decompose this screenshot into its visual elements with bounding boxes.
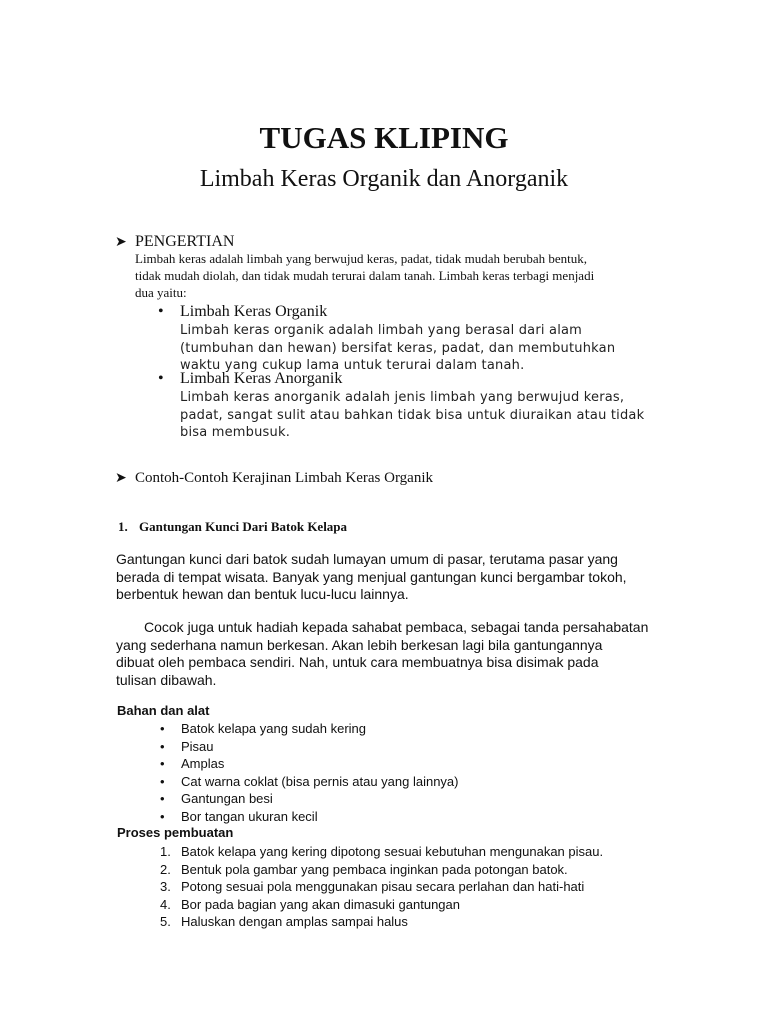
document-subtitle: Limbah Keras Organik dan Anorganik xyxy=(199,166,569,192)
list-item xyxy=(160,790,458,808)
type-desc-line: bisa membusuk. xyxy=(180,425,291,440)
list-item-text: Pisau xyxy=(181,738,214,754)
arrow-bullet-icon: ➤ xyxy=(115,471,127,486)
list-item: 4. Bor pada bagian yang akan dimasuki gantungan xyxy=(160,896,460,912)
item1-title: Gantungan Kunci Dari Batok Kelapa xyxy=(139,519,348,534)
list-item-text: Batok kelapa yang kering dipotong sesuai kebutuhan mengunakan pisau. xyxy=(181,844,604,859)
type-desc-line: Limbah keras organik adalah limbah yang berasal dari alam xyxy=(180,323,583,338)
para-line: Gantungan kunci dari batok sudah lumayan umum di pasar, terutama pasar yang xyxy=(116,551,618,567)
type-anorganik xyxy=(158,369,678,442)
para-line: tulisan dibawah. xyxy=(116,671,217,688)
intro-line: tidak mudah diolah, dan tidak mudah terurai dalam tanah. Limbah keras terbagi menjadi xyxy=(135,268,595,283)
list-item-text: Amplas xyxy=(181,756,225,771)
list-item-text: Bor tangan ukuran kecil xyxy=(181,808,318,824)
para-line: berbentuk hewan dan bentuk lucu-lucu lainnya. xyxy=(116,586,409,602)
bullet-icon: • xyxy=(160,721,165,736)
type-organik-title: Limbah Keras Organik xyxy=(180,303,328,320)
section-contoh-heading: Contoh-Contoh Kerajinan Limbah Keras Organik xyxy=(135,470,433,486)
list-item: 5. Haluskan dengan amplas sampai halus xyxy=(160,914,408,929)
type-desc-line: padat, sangat sulit atau bahkan tidak bisa untuk diuraikan atau tidak xyxy=(180,407,645,423)
list-item xyxy=(160,773,458,791)
proses-label: Proses pembuatan xyxy=(117,825,234,840)
type-desc-line: Limbah keras anorganik adalah jenis limbah yang berwujud keras, xyxy=(180,390,625,405)
list-item: 1. Batok kelapa yang kering dipotong sesuai kebutuhan mengunakan pisau. xyxy=(160,844,604,859)
bullet-icon: • xyxy=(158,370,164,387)
proses-list xyxy=(160,843,603,931)
bullet-icon: • xyxy=(160,738,165,754)
list-item xyxy=(160,808,458,826)
list-item-text: Haluskan dengan amplas sampai halus xyxy=(181,914,408,929)
bullet-icon: • xyxy=(158,303,164,320)
item1-paragraph-2 xyxy=(116,619,682,689)
type-desc-line: waktu yang cukup lama untuk terurai dalam tanah. xyxy=(180,358,525,373)
bullet-icon: • xyxy=(160,773,165,789)
list-item-text: Potong sesuai pola menggunakan pisau secara perlahan dan hati-hati xyxy=(181,879,585,894)
list-item-text: Cat warna coklat (bisa pernis atau yang lainnya) xyxy=(181,773,459,789)
list-item-text: Gantungan besi xyxy=(181,791,273,806)
list-item-text: Bentuk pola gambar yang pembaca inginkan pada potongan batok. xyxy=(181,861,568,877)
arrow-bullet-icon: ➤ xyxy=(115,235,127,250)
item1-heading xyxy=(118,519,347,535)
para-line: Cocok juga untuk hadiah kepada sahabat pembaca, sebagai tanda persahabatan xyxy=(144,619,649,635)
list-item-text: Bor pada bagian yang akan dimasuki gantungan xyxy=(181,896,460,912)
list-item xyxy=(160,720,458,738)
document-title: TUGAS KLIPING xyxy=(259,120,509,155)
intro-line: dua yaitu: xyxy=(135,285,187,300)
bahan-list xyxy=(160,720,458,825)
para-line: yang sederhana namun berkesan. Akan lebih berkesan lagi bila gantungannya xyxy=(116,636,603,653)
para-line: dibuat oleh pembaca sendiri. Nah, untuk cara membuatnya bisa disimak pada xyxy=(116,654,599,670)
bullet-icon: • xyxy=(160,756,165,771)
pengertian-intro xyxy=(135,250,695,301)
bullet-icon: • xyxy=(160,791,165,806)
type-organik xyxy=(158,302,678,375)
section-contoh xyxy=(115,470,433,487)
intro-line: Limbah keras adalah limbah yang berwujud keras, padat, tidak mudah berubah bentuk, xyxy=(135,251,587,266)
bahan-label: Bahan dan alat xyxy=(117,703,210,718)
list-item: 2. Bentuk pola gambar yang pembaca inginkan pada potongan batok. xyxy=(160,861,568,877)
bullet-icon: • xyxy=(160,808,165,824)
para-line: berada di tempat wisata. Banyak yang menjual gantungan kunci bergambar tokoh, xyxy=(116,568,627,585)
item1-number: 1. xyxy=(118,519,128,534)
item1-paragraph-1 xyxy=(116,551,682,604)
section-pengertian-heading: PENGERTIAN xyxy=(135,233,235,250)
list-item xyxy=(160,755,458,773)
list-item-text: Batok kelapa yang sudah kering xyxy=(181,721,367,736)
list-item xyxy=(160,738,458,756)
list-item: 3. Potong sesuai pola menggunakan pisau secara perlahan dan hati-hati xyxy=(160,879,585,894)
section-pengertian xyxy=(115,233,234,251)
type-desc-line: (tumbuhan dan hewan) bersifat keras, padat, dan membutuhkan xyxy=(180,340,616,356)
type-anorganik-title: Limbah Keras Anorganik xyxy=(180,370,343,387)
